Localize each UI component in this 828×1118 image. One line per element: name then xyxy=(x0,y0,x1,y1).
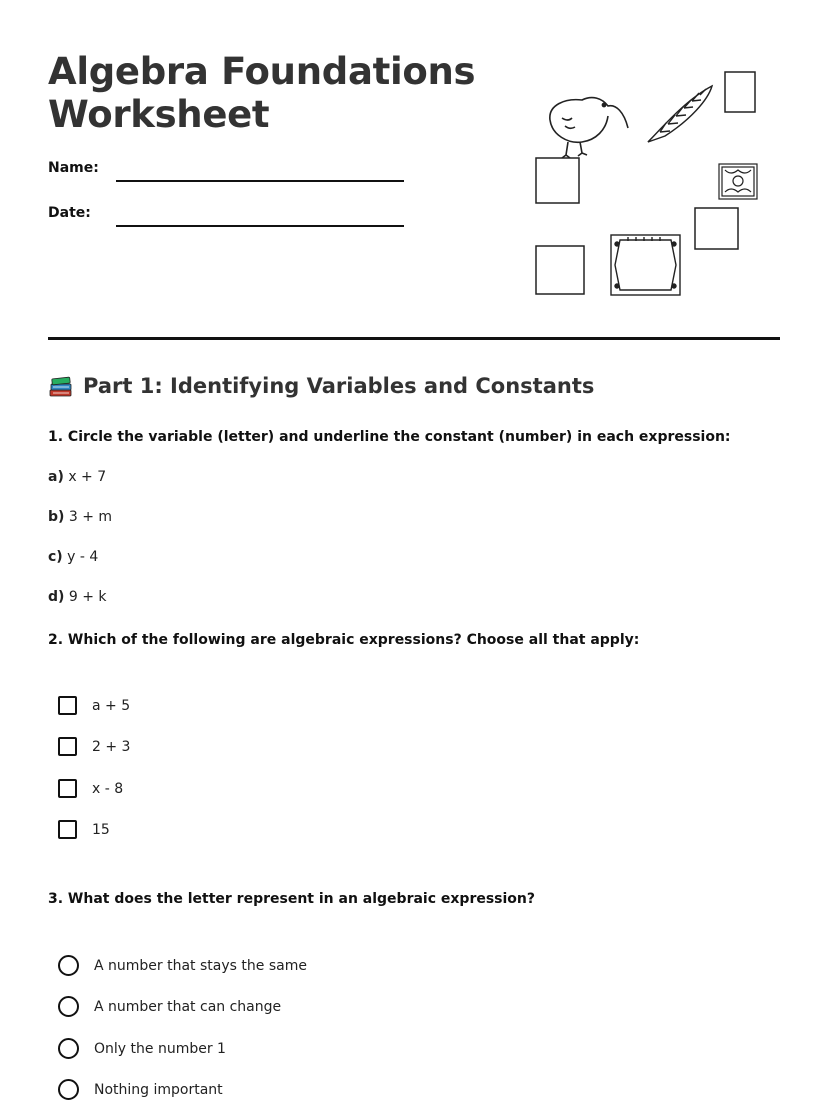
radio-button[interactable] xyxy=(58,996,79,1017)
q3-option[interactable] xyxy=(58,996,281,1017)
q1-item-b xyxy=(48,509,112,525)
question-2: 2. Which of the following are algebraic expressions? Choose all that apply: xyxy=(48,632,640,648)
q1-item-a xyxy=(48,469,106,485)
part1-heading xyxy=(48,374,594,398)
expression: 3 + m xyxy=(68,509,113,525)
radio-button[interactable] xyxy=(58,1038,79,1059)
frame-box-2 xyxy=(536,158,579,203)
option-label: Only the number 1 xyxy=(94,1040,226,1057)
expression: y - 4 xyxy=(67,549,99,565)
name-label: Name: xyxy=(48,160,99,176)
part1-title: Part 1: Identifying Variables and Constants xyxy=(83,374,595,398)
q2-option[interactable] xyxy=(58,696,130,715)
q2-option[interactable] xyxy=(58,820,110,839)
radio-button[interactable] xyxy=(58,1079,79,1100)
expression: x + 7 xyxy=(68,469,107,485)
fern-leaf-icon xyxy=(648,86,712,142)
q2-option[interactable] xyxy=(58,737,130,756)
checkbox[interactable] xyxy=(58,779,77,798)
item-label: a) xyxy=(48,469,64,485)
title-line-2: Worksheet xyxy=(48,93,270,136)
radio-button[interactable] xyxy=(58,955,79,976)
frame-box-1 xyxy=(725,72,755,112)
kiwi-bird-icon xyxy=(550,98,628,158)
section-divider xyxy=(48,337,780,340)
option-label: A number that stays the same xyxy=(94,957,307,974)
item-label: d) xyxy=(48,589,65,605)
decorative-illustrations xyxy=(520,60,780,310)
ornamental-tile-icon xyxy=(719,164,757,199)
option-label: 2 + 3 xyxy=(92,738,131,755)
option-label: Nothing important xyxy=(94,1081,223,1098)
q2-option[interactable] xyxy=(58,779,123,798)
checkbox[interactable] xyxy=(58,820,77,839)
item-label: c) xyxy=(48,549,63,565)
option-label: 15 xyxy=(92,821,110,838)
q1-item-c xyxy=(48,549,98,565)
checkbox[interactable] xyxy=(58,696,77,715)
q3-option[interactable] xyxy=(58,1038,226,1059)
frame-box-3 xyxy=(695,208,738,249)
question-1: 1. Circle the variable (letter) and underline the constant (number) in each expression: xyxy=(48,429,731,445)
option-label: a + 5 xyxy=(92,697,131,714)
item-label: b) xyxy=(48,509,65,525)
worksheet-title xyxy=(48,50,475,136)
ornate-frame-icon xyxy=(611,235,680,295)
date-label: Date: xyxy=(48,205,91,221)
q3-option[interactable] xyxy=(58,1079,223,1100)
title-line-1: Algebra Foundations xyxy=(48,50,476,93)
frame-box-4 xyxy=(536,246,584,294)
q1-item-d xyxy=(48,589,107,605)
books-icon xyxy=(48,374,74,398)
expression: 9 + k xyxy=(68,589,107,605)
option-label: A number that can change xyxy=(94,998,282,1015)
q3-option[interactable] xyxy=(58,955,307,976)
checkbox[interactable] xyxy=(58,737,77,756)
option-label: x - 8 xyxy=(92,780,124,797)
name-field[interactable] xyxy=(116,180,404,182)
date-field[interactable] xyxy=(116,225,404,227)
question-3: 3. What does the letter represent in an algebraic expression? xyxy=(48,891,536,907)
